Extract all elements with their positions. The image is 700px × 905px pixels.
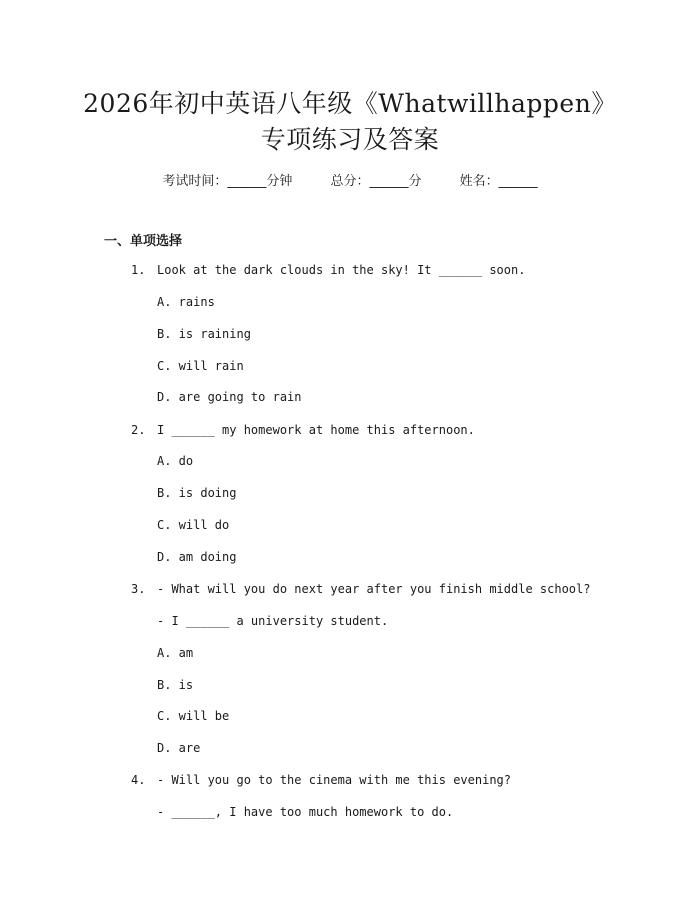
section-title: 一、单项选择 — [104, 234, 183, 249]
page-title-line1: 2026年初中英语八年级《Whatwillhappen》 — [83, 89, 617, 118]
exam-meta — [0, 170, 700, 189]
question-2-number: 2. — [131, 423, 146, 437]
question-3-option-c[interactable]: C. will be — [157, 709, 230, 723]
question-1-option-b[interactable]: B. is raining — [157, 327, 251, 341]
question-2-option-b[interactable]: B. is doing — [157, 486, 237, 500]
name-field: 姓名：______ — [459, 174, 538, 189]
question-3-option-b[interactable]: B. is — [157, 678, 194, 692]
page-title-line2: 专项练习及答案 — [260, 125, 440, 154]
question-3-text-line1: - What will you do next year after you finish middle school? — [157, 582, 591, 596]
total-score-field: 总分：______分 — [330, 174, 422, 189]
question-3-number: 3. — [131, 582, 146, 596]
question-1-number: 1. — [131, 263, 146, 277]
question-2-option-a[interactable]: A. do — [157, 454, 194, 468]
question-4-number: 4. — [131, 773, 146, 787]
question-2-option-d[interactable]: D. am doing — [157, 550, 237, 564]
question-3-option-a[interactable]: A. am — [157, 646, 194, 660]
question-1-option-a[interactable]: A. rains — [157, 295, 215, 309]
exam-time-field: 考试时间：______分钟 — [162, 174, 293, 189]
question-2-text: I ______ my homework at home this afternoon. — [157, 423, 475, 437]
question-1-option-d[interactable]: D. are going to rain — [157, 390, 302, 404]
question-4-text-line2: - ______, I have too much homework to do. — [157, 805, 454, 819]
question-1-option-c[interactable]: C. will rain — [157, 359, 244, 373]
question-3-option-d[interactable]: D. are — [157, 741, 201, 755]
question-2-option-c[interactable]: C. will do — [157, 518, 230, 532]
question-3-text-line2: - I ______ a university student. — [157, 614, 389, 628]
question-1-text: Look at the dark clouds in the sky! It ______ soon. — [157, 263, 526, 277]
question-4-text-line1: - Will you go to the cinema with me this evening? — [157, 773, 512, 787]
